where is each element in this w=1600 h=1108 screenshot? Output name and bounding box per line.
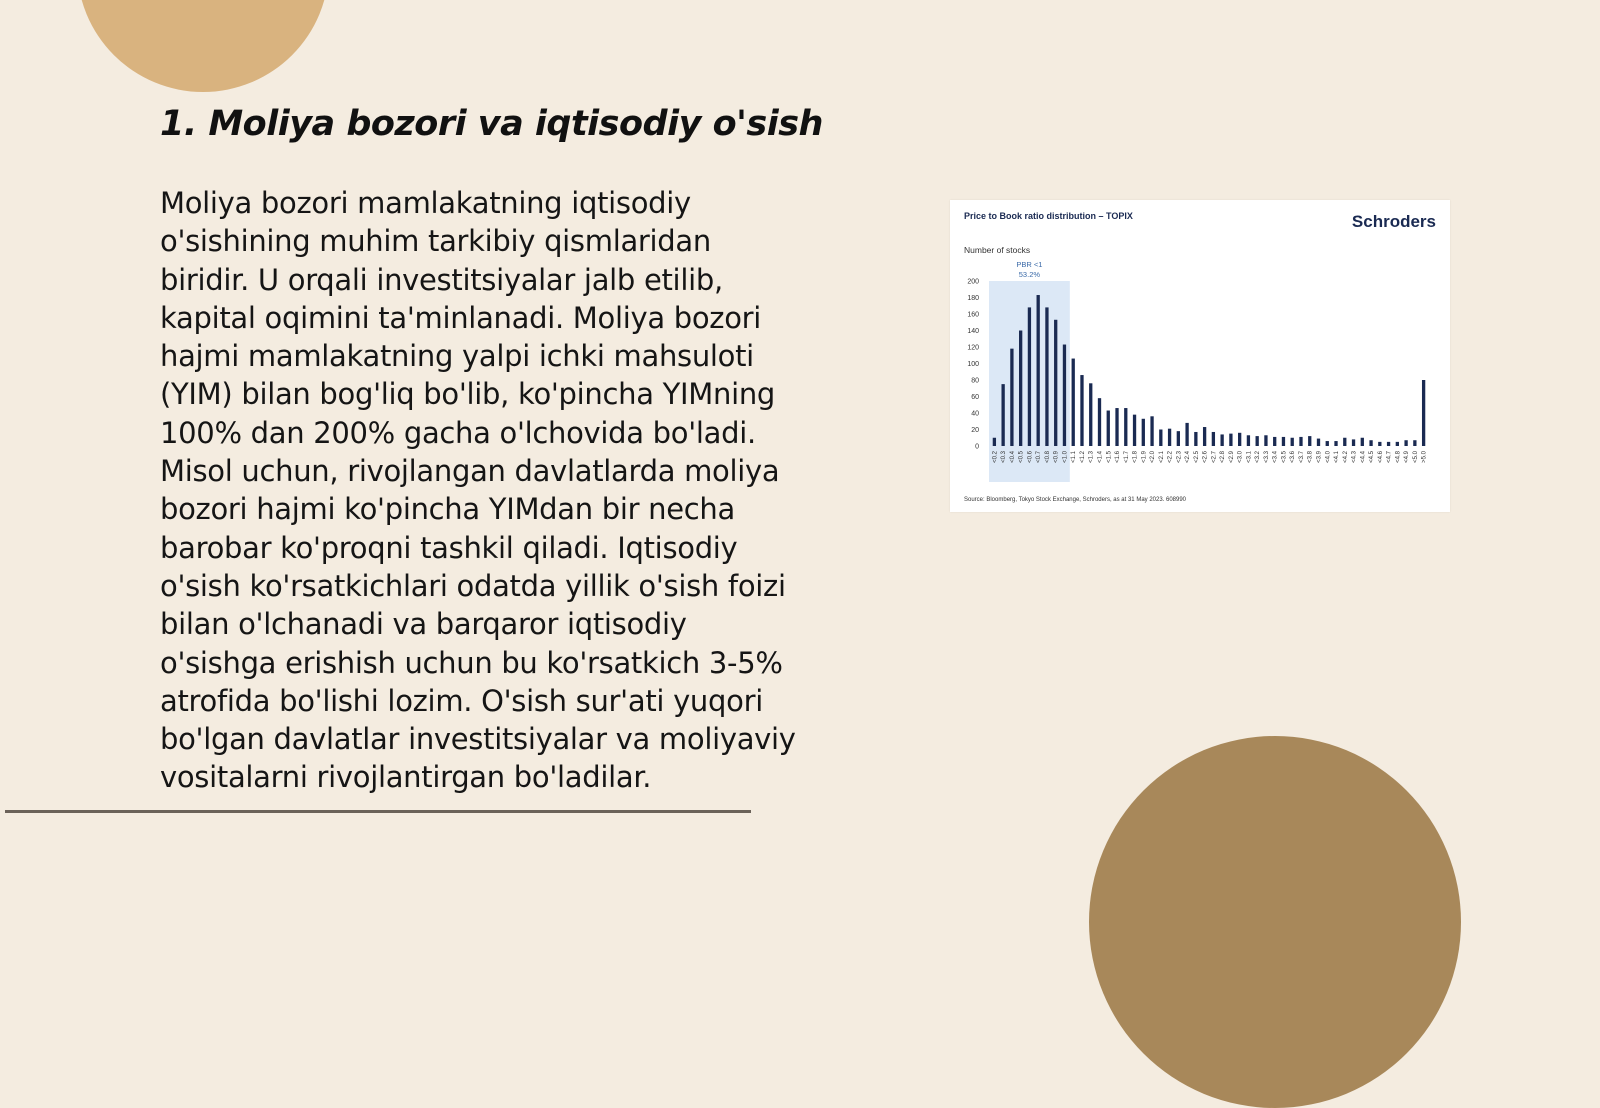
x-tick-label: <3.5 — [1281, 451, 1288, 463]
x-tick-label: <2.5 — [1193, 451, 1200, 463]
bar — [1072, 359, 1075, 446]
x-tick-label: <3.6 — [1290, 451, 1297, 463]
body-line: barobar ko'proqni tashkil qiladi. Iqtisodiy — [160, 530, 738, 565]
x-tick-label: <2.6 — [1202, 451, 1209, 463]
x-tick-label: <0.4 — [1009, 451, 1016, 463]
body-line: bilan o'lchanadi va barqaror iqtisodiy — [160, 607, 687, 642]
chart-image-card — [950, 200, 1450, 512]
x-tick-label: <4.1 — [1334, 451, 1341, 463]
body-line: vositalarni rivojlantirgan bo'ladilar. — [160, 760, 652, 795]
x-tick-label: <0.6 — [1027, 451, 1034, 463]
x-tick-label: <4.6 — [1377, 451, 1384, 463]
bar — [1264, 435, 1267, 446]
bar — [1404, 440, 1407, 446]
x-tick-label: <0.3 — [1001, 451, 1008, 463]
body-line: o'sishga erishish uchun bu ko'rsatkich 3-5% — [160, 645, 783, 680]
x-tick-label: <3.7 — [1298, 451, 1305, 463]
bar — [1028, 307, 1031, 446]
bar — [1203, 427, 1206, 446]
x-tick-label: <1.4 — [1097, 451, 1104, 463]
body-line: atrofida bo'lishi lozim. O'sish sur'ati yuqori — [160, 683, 763, 718]
x-tick-label: <1.7 — [1123, 451, 1130, 463]
y-tick-label: 120 — [967, 344, 979, 352]
x-tick-label: <2.8 — [1220, 451, 1227, 463]
body-line: bozori hajmi ko'pincha YIMdan bir necha — [160, 492, 735, 527]
bar — [993, 438, 996, 446]
x-tick-label: <4.0 — [1325, 451, 1332, 463]
bar — [1422, 380, 1425, 446]
body-line: Moliya bozori mamlakatning iqtisodiy — [160, 186, 691, 220]
bar — [1291, 438, 1294, 446]
bar — [1352, 439, 1355, 446]
x-tick-label: <1.2 — [1079, 451, 1086, 463]
x-tick-label: <4.2 — [1342, 451, 1349, 463]
x-tick-label: <1.5 — [1106, 451, 1113, 463]
x-tick-label: <0.8 — [1044, 451, 1051, 463]
x-tick-label: <2.0 — [1150, 451, 1157, 463]
bar — [1124, 408, 1127, 446]
body-line: Misol uchun, rivojlangan davlatlarda moliya — [160, 454, 780, 489]
x-tick-label: <0.9 — [1053, 451, 1060, 463]
x-tick-label: <1.1 — [1071, 451, 1078, 463]
bar — [1098, 398, 1101, 446]
bar — [1413, 440, 1416, 446]
x-tick-label: <5.0 — [1412, 451, 1419, 463]
x-tick-label: <0.7 — [1036, 451, 1043, 463]
body-line: 100% dan 200% gacha o'lchovida bo'ladi. — [160, 415, 756, 450]
y-tick-label: 60 — [971, 394, 979, 401]
bar — [1107, 411, 1110, 446]
y-tick-label: 80 — [971, 377, 979, 385]
bar — [1229, 434, 1232, 446]
x-tick-label: <2.3 — [1176, 451, 1183, 463]
bar — [1150, 416, 1153, 446]
bar — [1361, 438, 1364, 446]
body-line: bo'lgan davlatlar investitsiyalar va moliyaviy — [160, 722, 796, 757]
bar — [1010, 349, 1013, 446]
bar — [1185, 423, 1188, 446]
bar — [1387, 442, 1390, 446]
x-tick-label: <1.0 — [1062, 451, 1069, 463]
x-tick-label: <1.8 — [1132, 451, 1139, 463]
bar — [1212, 432, 1215, 446]
body-line: o'sishining muhim tarkibiy qismlaridan — [160, 224, 711, 259]
x-tick-label: <4.7 — [1386, 451, 1393, 463]
x-tick-label: <2.7 — [1211, 451, 1218, 463]
bar — [1220, 434, 1223, 446]
bar — [1115, 408, 1118, 446]
y-axis-label: Number of stocks — [964, 245, 1031, 255]
decorative-circle-top — [77, 0, 329, 92]
bar — [1133, 415, 1136, 446]
x-tick-label: <3.8 — [1307, 451, 1314, 463]
x-tick-label: <1.3 — [1088, 451, 1095, 463]
body-line: biridir. U orqali investitsiyalar jalb etilib, — [160, 262, 723, 297]
bar — [1089, 383, 1092, 446]
highlight-label: PBR <1 — [1016, 260, 1043, 269]
y-tick-label: 140 — [967, 328, 979, 335]
bar — [1045, 307, 1048, 446]
y-tick-label: 100 — [967, 361, 979, 368]
y-tick-label: 180 — [967, 295, 979, 302]
x-tick-label: <3.4 — [1272, 451, 1279, 463]
x-tick-label: <0.2 — [992, 451, 999, 463]
bar — [1326, 441, 1329, 446]
x-tick-label: <4.9 — [1404, 451, 1411, 463]
x-tick-label: <3.9 — [1316, 451, 1323, 463]
x-tick-label: <2.1 — [1158, 451, 1165, 463]
x-tick-label: <3.2 — [1255, 451, 1262, 463]
bar — [1317, 439, 1320, 446]
x-tick-label: <3.3 — [1263, 451, 1270, 463]
bar — [1369, 440, 1372, 446]
body-line: (YIM) bilan bog'liq bo'lib, ko'pincha YIMning — [160, 377, 776, 412]
bar — [1378, 442, 1381, 446]
bar — [1256, 436, 1259, 446]
bar — [1282, 437, 1285, 446]
bar — [1063, 345, 1066, 446]
highlight-value: 53.2% — [1018, 270, 1041, 279]
x-tick-label: <3.1 — [1246, 451, 1253, 463]
bar — [1194, 432, 1197, 446]
bar — [1177, 431, 1180, 446]
bar — [1142, 419, 1145, 446]
brand-logo: Schroders — [1351, 212, 1436, 231]
x-tick-label: <2.2 — [1167, 451, 1174, 463]
y-tick-label: 0 — [975, 443, 979, 451]
bar — [1019, 331, 1022, 447]
x-tick-label: <1.6 — [1115, 451, 1122, 463]
y-tick-label: 200 — [967, 278, 979, 286]
y-tick-label: 20 — [971, 427, 979, 434]
body-line: hajmi mamlakatning yalpi ichki mahsuloti — [160, 339, 754, 374]
body-line: kapital oqimini ta'minlanadi. Moliya bozori — [160, 300, 762, 335]
x-tick-label: <4.5 — [1369, 451, 1376, 463]
bar — [1054, 320, 1057, 446]
bar — [1308, 436, 1311, 446]
bar — [1080, 375, 1083, 446]
horizontal-divider — [5, 810, 751, 813]
bar — [1396, 442, 1399, 446]
chart-title: Price to Book ratio distribution – TOPIX — [964, 211, 1133, 221]
bar — [1238, 433, 1241, 446]
bar — [1247, 435, 1250, 446]
x-tick-label: <4.8 — [1395, 451, 1402, 463]
body-line: o'sish ko'rsatkichlari odatda yillik o'sish foizi — [160, 568, 786, 603]
x-tick-label: <4.4 — [1360, 451, 1367, 463]
bar — [1159, 430, 1162, 447]
chart-source-note: Source: Bloomberg, Tokyo Stock Exchange, Schroders, as at 31 May 2023. 608990 — [964, 497, 1187, 503]
bar — [1334, 441, 1337, 446]
bar — [1168, 429, 1171, 446]
bar — [1273, 437, 1276, 446]
x-tick-label: <3.0 — [1237, 451, 1244, 463]
bar — [1299, 437, 1302, 446]
slide-body-text — [160, 184, 825, 797]
x-tick-label: <4.3 — [1351, 451, 1358, 463]
slide-title: 1. Moliya bozori va iqtisodiy o'sish — [160, 104, 823, 144]
x-tick-label: >5.0 — [1421, 451, 1428, 463]
y-tick-label: 160 — [967, 311, 979, 319]
decorative-circle-bottom — [1089, 736, 1461, 1108]
x-tick-label: <2.4 — [1185, 451, 1192, 463]
y-tick-label: 40 — [971, 410, 979, 418]
bar — [1037, 295, 1040, 446]
x-tick-label: <2.9 — [1228, 451, 1235, 463]
x-tick-label: <0.5 — [1018, 451, 1025, 463]
bar — [1343, 438, 1346, 446]
x-tick-label: <1.9 — [1141, 451, 1148, 463]
bar — [1001, 384, 1004, 446]
bar-chart — [950, 200, 1450, 512]
